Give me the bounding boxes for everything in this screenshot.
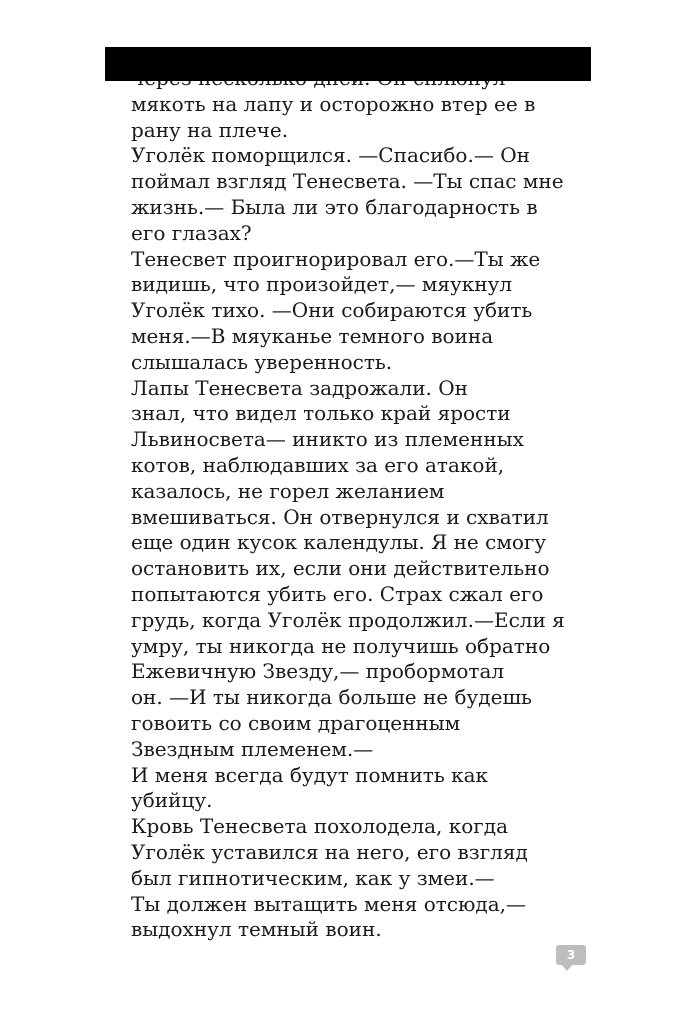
document-text [131,66,601,943]
text-line: Уголёк уставился на него, его взгляд [131,839,528,864]
text-line: видишь, что произойдет,— мяукнул [131,272,513,297]
text-line: жизнь.— Была ли это благодарность в [131,194,538,219]
text-line: меня.—В мяуканье темного воина [131,323,494,348]
text-line: Ежевичную Звезду,— пробормотал [131,659,505,684]
text-line: он. —И ты никогда больше не будешь [131,685,532,710]
text-line: котов, наблюдавших за его атакой, [131,452,505,477]
text-line: выдохнул темный воин. [131,917,382,942]
text-line: Уголёк поморщился. —Спасибо.— Он [131,143,530,168]
text-line: слышалась уверенность. [131,349,393,374]
text-line: Лапы Тенесвета задрожали. Он [131,375,468,400]
text-line: Уголёк тихо. —Они собираются убить [131,298,533,323]
text-line: поймал взгляд Тенесвета. —Ты спас мне [131,169,564,194]
text-line: вмешиваться. Он отвернулся и схватил [131,504,549,529]
text-line: казалось, не горел желанием [131,478,445,503]
text-line: Ты должен вытащить меня отсюда,— [131,891,527,916]
text-line: остановить их, если они действительно [131,556,550,581]
text-line: говоить со своим драгоценным [131,710,461,735]
text-line: попытаются убить его. Страх сжал его [131,581,544,606]
page-number-badge: 3 [556,945,586,965]
text-line: его глазах? [131,220,252,245]
text-line: мякоть на лапу и осторожно втер ее в [131,91,536,116]
text-line: умру, ты никогда не получишь обратно [131,633,551,658]
text-line: Кровь Тенесвета похолодела, когда [131,814,509,839]
text-line: Тенесвет проигнорировал его.—Ты же [131,246,541,271]
text-line: грудь, когда Уголёк продолжил.—Если я [131,607,565,632]
text-line: И меня всегда будут помнить как [131,762,489,787]
text-line: был гипнотическим, как у змеи.— [131,865,495,890]
text-line: убийцу. [131,788,213,813]
text-line: Звездным племенем.— [131,736,374,761]
text-line: Львиносвета— иникто из племенных [131,427,524,452]
redaction-bar [105,47,591,81]
text-line: рану на плече. [131,117,289,142]
text-line: знал, что видел только край ярости [131,401,511,426]
text-line: еще один кусок календулы. Я не смогу [131,530,547,555]
